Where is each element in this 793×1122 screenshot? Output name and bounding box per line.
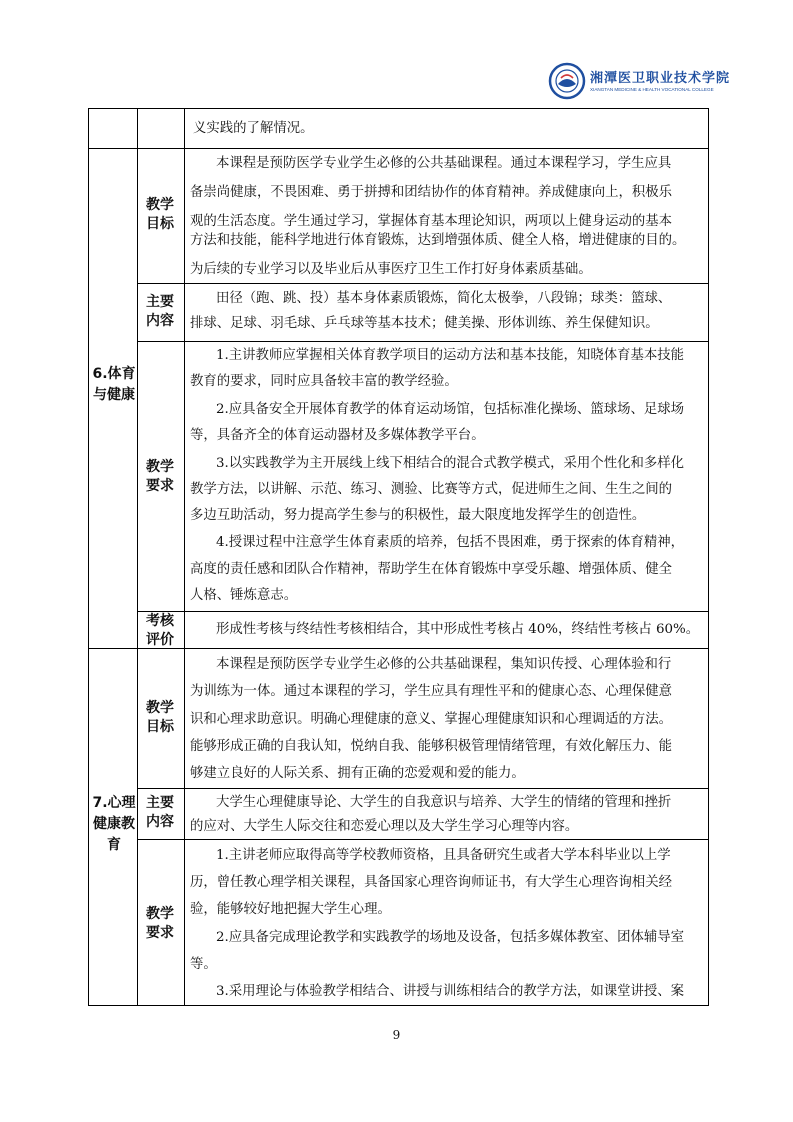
section7-title: 7.心理健康教育 bbox=[92, 795, 136, 853]
section6-title: 6.体育与健康 bbox=[92, 366, 136, 403]
college-name: 湘潭医卫职业技术学院 bbox=[590, 71, 731, 86]
college-name-en: XIANGTAN MEDICINE & HEALTH VOCATIONAL COLLEGE bbox=[590, 87, 714, 92]
section6-content-label: 主要内容 bbox=[146, 294, 174, 329]
section7-content-label: 主要内容 bbox=[146, 795, 174, 830]
page-number: 9 bbox=[392, 1028, 401, 1042]
section6-assess-text: 形成性考核与终结性考核相结合，其中形成性考核占 40%，终结性考核占 60%。 bbox=[216, 622, 700, 637]
section7-goal-label: 教学目标 bbox=[146, 700, 174, 735]
section6-goal-label: 教学目标 bbox=[146, 197, 174, 232]
top-row-text: 义实践的了解情况。 bbox=[193, 121, 314, 136]
section6-assess-label: 考核评价 bbox=[146, 613, 174, 648]
section6-req-label: 教学要求 bbox=[146, 459, 174, 494]
section7-req-label: 教学要求 bbox=[146, 906, 174, 941]
